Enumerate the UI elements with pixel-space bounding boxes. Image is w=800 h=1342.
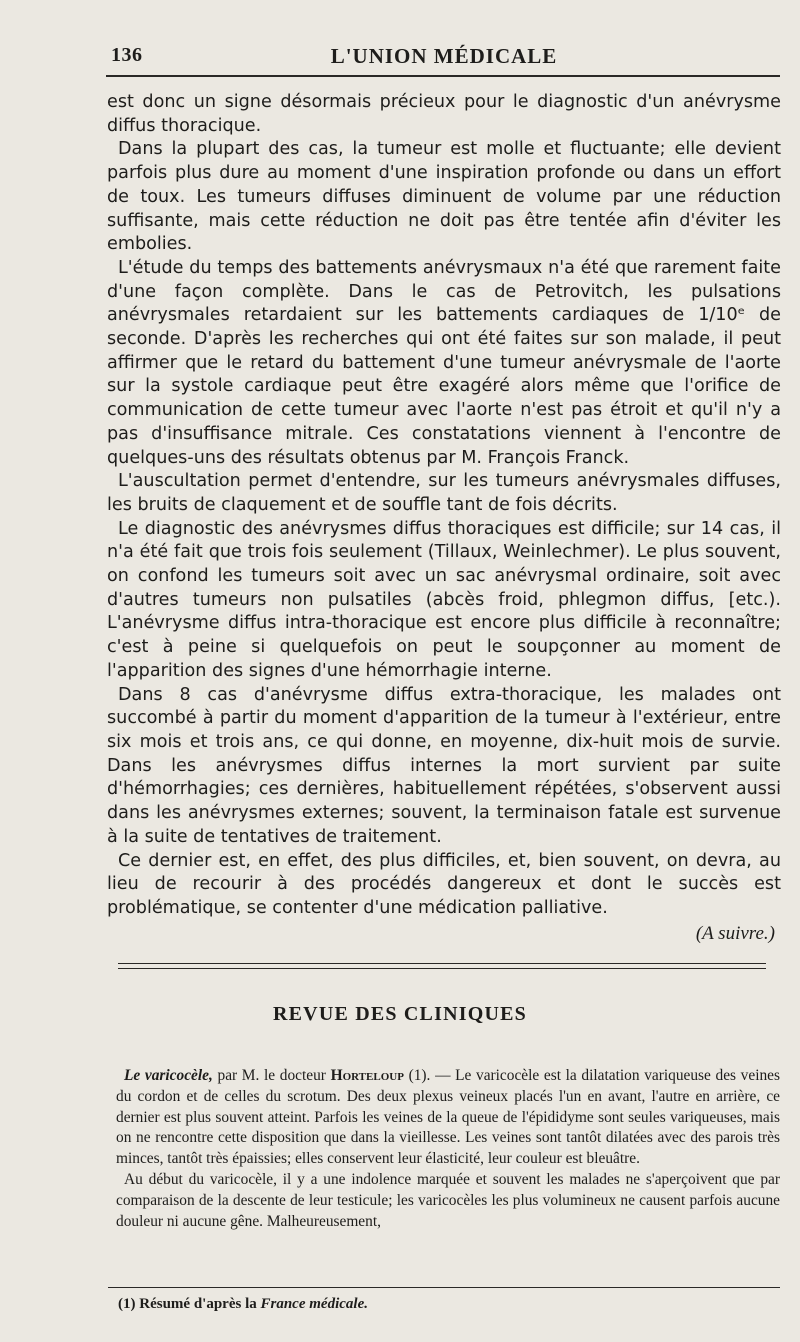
footnote-rule	[108, 1287, 780, 1288]
footnote-text: Résumé d'après la	[139, 1296, 257, 1312]
article-first-paragraph	[116, 1066, 780, 1170]
main-article-continuation	[107, 91, 781, 945]
article-author: Horteloup	[330, 1067, 404, 1084]
paragraph: est donc un signe désormais précieux pour le diagnostic d'un anévrysme diffus thoracique.	[107, 92, 781, 136]
paragraph: Au début du varicocèle, il y a une indolence marquée et souvent les malades ne s'aperçoivent que par comparaison de la descente de leur testicule; les varicocèles les plus volumineux ne causent parfois aucune douleur ni aucune gêne. Malheureusement,	[116, 1170, 780, 1230]
paragraph: L'auscultation permet d'entendre, sur les tumeurs anévrysmales diffuses, les bruits de claquement et de souffle tant de fois décrits.	[107, 471, 781, 515]
article-title: Le varicocèle,	[124, 1067, 213, 1084]
paragraph: Ce dernier est, en effet, des plus difficiles, et, bien souvent, on devra, au lieu de recourir à des procédés dangereux et dont le succès est problématique, se contenter d'une médication palliative.	[107, 850, 781, 918]
header-rule	[106, 75, 780, 77]
paragraph: L'étude du temps des battements anévrysmaux n'a été que rarement faite d'une façon complète. Dans le cas de Petrovitch, les pulsations anévrysmales retardaient sur les battements cardiaques de 1/10ᵉ de seconde. D'après les recherches qui ont été faites sur son malade, il peut affirmer que le retard du battement d'une tumeur anévrysmale de l'aorte sur la systole cardiaque peut être exagéré alors même que l'orifice de communication de cette tumeur avec l'aorte n'est pas étroit et qu'il n'y a pas d'insuffisance mitrale. Ces constatations viennent à l'encontre de quelques-uns des résultats obtenus par M. François Franck.	[107, 257, 781, 468]
paragraph: Le diagnostic des anévrysmes diffus thoraciques est difficile; sur 14 cas, il n'a été fait que trois fois seulement (Tillaux, Weinlechmer). Le plus souvent, on confond les tumeurs soit avec un sac anévrysmal ordinaire, soit avec d'autres tumeurs non pulsatiles (abcès froid, phlegmon diffus, [etc.). L'anévrysme diffus intra-thoracique est encore plus difficile à reconnaître; c'est à peine si quelquefois on peut le soupçonner au moment de l'apparition des signes d'une hémorrhagie interne.	[107, 518, 781, 681]
footnote-reference: (1).	[408, 1067, 431, 1084]
page-number: 136	[111, 44, 143, 66]
section-separator-rule	[118, 963, 766, 969]
running-title: L'UNION MÉDICALE	[330, 44, 558, 68]
paragraph: Dans la plupart des cas, la tumeur est molle et fluctuante; elle devient parfois plus dure au moment d'une inspiration profonde ou dans un effort de toux. Les tumeurs diffuses diminuent de volume par une réduction suffisante, mais cette réduction ne doit pas être tentée afin d'éviter les embolies.	[107, 139, 781, 255]
clinical-review-article	[116, 1066, 780, 1232]
section-heading: REVUE DES CLINIQUES	[273, 1003, 527, 1025]
footnote-journal: France médicale.	[260, 1296, 368, 1312]
to-be-continued-note: (A suivre.)	[695, 922, 775, 944]
byline-prefix: par M. le docteur	[217, 1067, 326, 1084]
footnote-marker: (1)	[118, 1296, 136, 1312]
paragraph: Dans 8 cas d'anévrysme diffus extra-thoracique, les malades ont succombé à partir du moment d'apparition de la tumeur à l'extérieur, entre six mois et trois ans, ce qui donne, en moyenne, dix-huit mois de survie. Dans les anévrysmes diffus internes la mort survient par suite d'hémorrhagies; ces dernières, habituellement répétées, s'observent aussi dans les anévrysmes externes; souvent, la terminaison fatale est survenue à la suite de tentatives de traitement.	[107, 684, 781, 847]
page-header	[108, 44, 780, 70]
footnote	[118, 1296, 778, 1313]
paragraph-text: — Le varicocèle est la dilatation variqueuse des veines du cordon et de celles du scrotum. Des deux plexus veineux placés l'un en avant, l'autre en arrière, ce dernier est plus souvent atteint. Parfois les veines de la queue de l'épididyme sont seules variqueuses, mais on ne rencontre cette disposition que dans la vieillesse. Les veines sont tantôt dilatées avec des parois très minces, tantôt très épaissies; elles conservent leur élasticité, leur couleur est bleuâtre.	[116, 1067, 781, 1168]
